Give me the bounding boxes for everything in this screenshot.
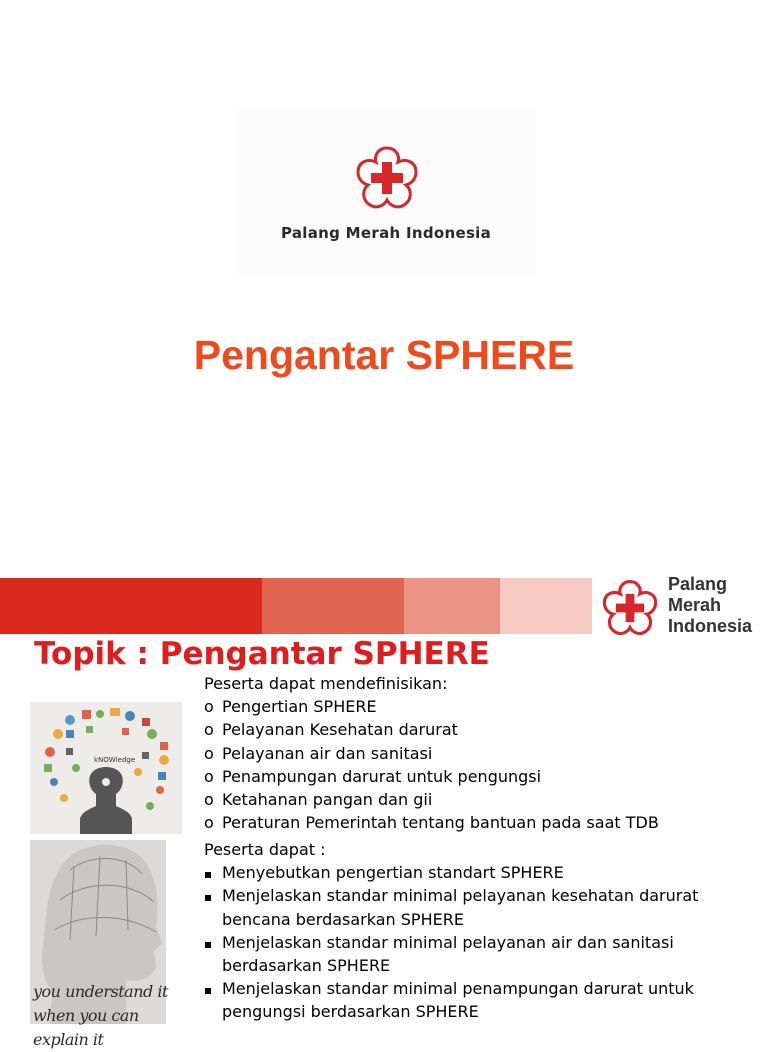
understanding-head-image [30,840,168,1049]
knowledge-label: kNOWledge [94,756,136,764]
list-item [204,695,659,718]
knowledge-icons-illustration [30,702,182,834]
ability-text-cont: bencana berdasarkan SPHERE [222,909,464,929]
list-item [204,861,698,884]
objective-text: Penampungan darurat untuk pengungsi [222,766,542,786]
square-bullet-icon [205,988,211,994]
logo-line-1: Palang [668,574,728,594]
list-item [204,742,659,765]
pmi-logo [236,106,536,278]
objective-text: Pengertian SPHERE [222,697,377,717]
header-band-1 [0,578,262,634]
topic-title: Topik : Pengantar SPHERE [34,636,490,672]
objectives-intro: Peserta dapat mendefinisikan: [204,674,448,693]
red-cross-flower-icon [354,144,420,212]
topic-slide [0,574,768,1049]
red-cross-flower-icon [600,578,660,638]
square-bullet-icon [205,942,211,948]
ability-text: Menyebutkan pengertian standart SPHERE [222,863,564,883]
list-item [204,811,659,834]
logo-line-2: Merah [668,595,722,615]
header-band-2 [262,578,404,634]
circle-bullet-icon: o [204,697,214,717]
knowledge-head-image [30,702,182,834]
circle-bullet-icon: o [204,766,214,786]
objective-text: Pelayanan Kesehatan darurat [222,720,458,740]
objectives-list [204,672,659,834]
ability-text: Menjelaskan standar minimal pelayanan air dan sanitasi [222,932,674,952]
ability-text-cont: pengungsi berdasarkan SPHERE [222,1002,479,1022]
list-item [204,977,698,1023]
header-band-4 [500,578,592,634]
circle-bullet-icon: o [204,720,214,740]
logo-line-3: Indonesia [668,616,753,636]
slide-title: Pengantar SPHERE [193,332,575,378]
head-caption: you understand it when you can explain it [33,982,168,1049]
circle-bullet-icon: o [204,790,214,810]
circle-bullet-icon: o [204,743,214,763]
objective-text: Pelayanan air dan sanitasi [222,743,433,763]
square-bullet-icon [205,872,211,878]
ability-text-cont: berdasarkan SPHERE [222,956,391,976]
list-item [204,765,659,788]
list-item [204,884,698,930]
objective-text: Ketahanan pangan dan gii [222,790,433,810]
header-band-3 [404,578,500,634]
logo-text: Palang Merah Indonesia [280,224,492,242]
square-bullet-icon [205,895,211,901]
list-item [204,718,659,741]
objective-text: Peraturan Pemerintah tentang bantuan pada saat TDB [222,813,659,833]
list-item [204,931,698,977]
list-item [204,788,659,811]
logo-text [668,574,752,637]
abilities-intro: Peserta dapat : [204,840,326,859]
ability-text: Menjelaskan standar minimal penampungan darurat untuk [222,979,694,999]
circle-bullet-icon: o [204,813,214,833]
abilities-list [204,838,698,1024]
ability-text: Menjelaskan standar minimal pelayanan kesehatan darurat [222,886,699,906]
